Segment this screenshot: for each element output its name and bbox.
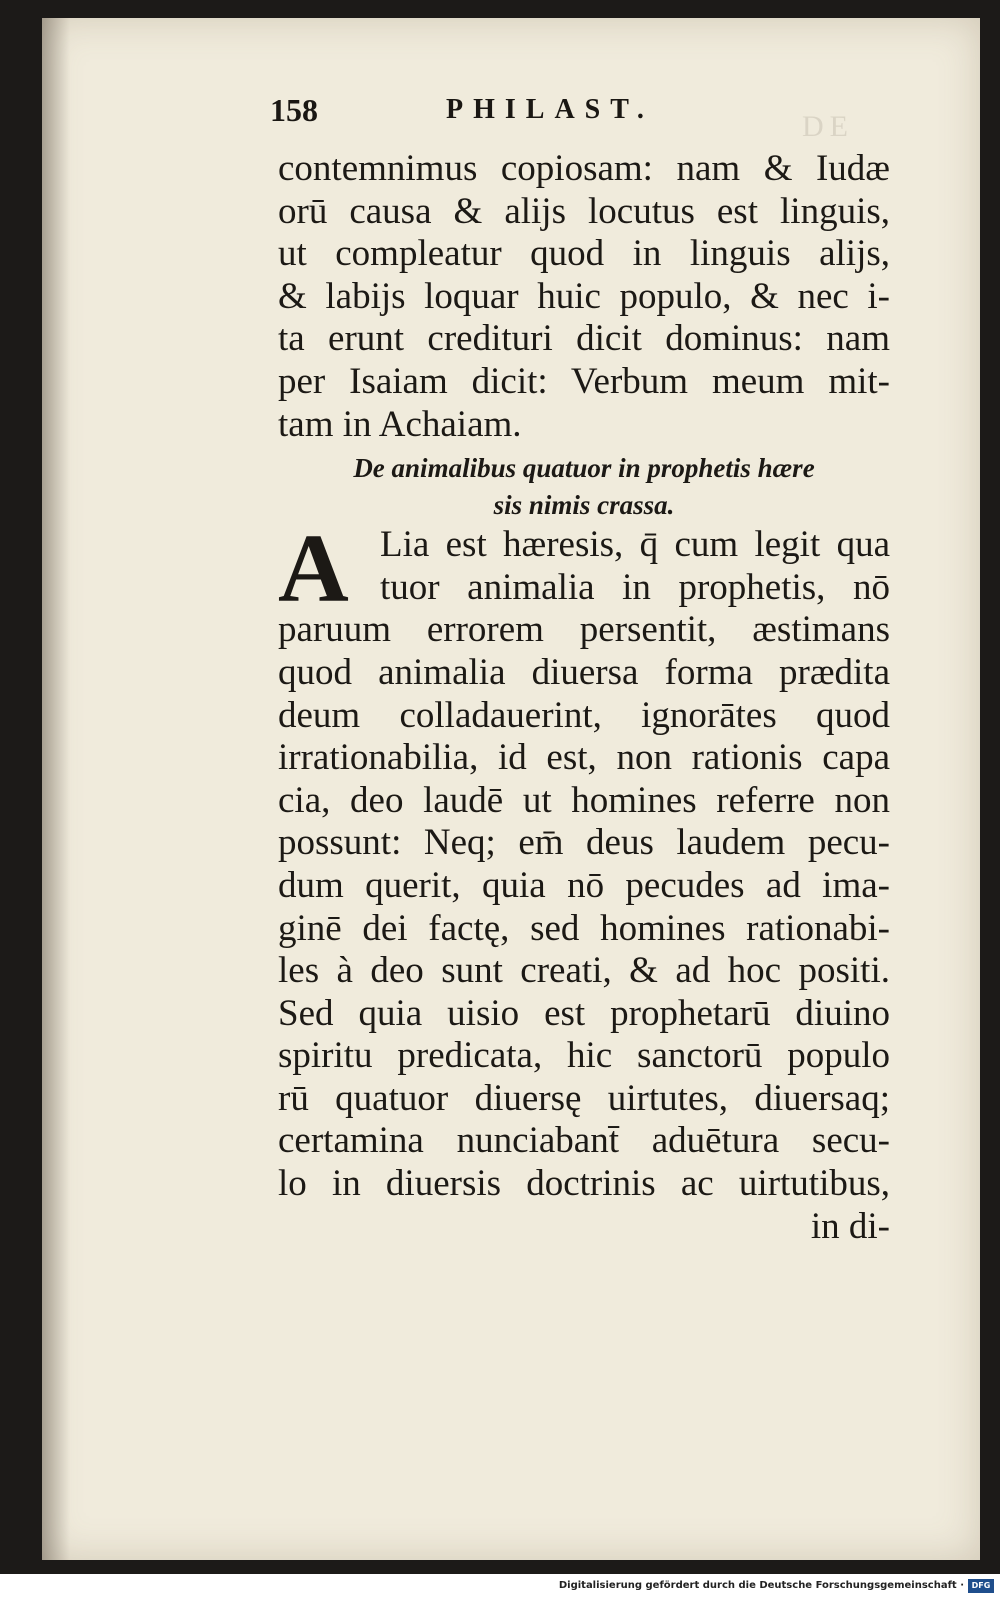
heading-line: sis nimis crassa. bbox=[493, 490, 675, 521]
text-line: contemnimus copiosam: nam & Iudæ bbox=[278, 148, 890, 189]
paragraph-1 bbox=[278, 148, 890, 446]
text-line: les à deo sunt creati, & ad hoc positi. bbox=[278, 950, 890, 992]
text-line: orū causa & alijs locutus est linguis, bbox=[278, 190, 890, 232]
page-header bbox=[270, 92, 890, 132]
text-line: Sed quia uisio est prophetarū diuino bbox=[278, 992, 890, 1034]
heading-line: De animalibus quatuor in prophetis hære bbox=[353, 453, 815, 484]
text-line: tam in Achaiam. bbox=[278, 403, 522, 445]
text-line: paruum errorem persentit, æstimans bbox=[278, 609, 890, 651]
text-line: quod animalia diuersa forma prædita bbox=[278, 651, 890, 693]
paragraph-2 bbox=[278, 515, 890, 1248]
dfg-logo: DFG bbox=[968, 1579, 994, 1593]
text-line: possunt: Neq; em̄ deus laudem pecu- bbox=[278, 822, 890, 864]
running-head: PHILAST. bbox=[446, 94, 654, 125]
footer-bar bbox=[0, 1574, 1000, 1600]
text-line: spiritu predicata, hic sanctorū populo bbox=[278, 1035, 890, 1077]
text-line: deum colladauerint, ignorātes quod bbox=[278, 694, 890, 736]
text-line: Lia est hæresis, q̄ cum legit qua bbox=[380, 524, 890, 566]
text-line: & labijs loquar huic populo, & nec i- bbox=[278, 275, 890, 317]
text-line: irrationabilia, id est, non rationis capa bbox=[278, 737, 890, 779]
drop-cap: A bbox=[278, 515, 349, 624]
text-line: rū quatuor diuersę uirtutes, diuersaq; bbox=[278, 1077, 890, 1119]
funding-notice: Digitalisierung gefördert durch die Deutsche Forschungsgemeinschaft · bbox=[558, 1580, 964, 1591]
text-line: ginē dei factę, sed homines rationabi- bbox=[278, 907, 890, 949]
text-line: lo in diuersis doctrinis ac uirtutibus, bbox=[278, 1163, 890, 1205]
text-line: ut compleatur quod in linguis alijs, bbox=[278, 233, 890, 275]
catchword: in di- bbox=[810, 1205, 890, 1247]
text-line: per Isaiam dicit: Verbum meum mit- bbox=[278, 360, 890, 402]
page-number: 158 bbox=[270, 92, 318, 128]
section-heading bbox=[278, 450, 890, 524]
text-line: dum querit, quia nō pecudes ad ima- bbox=[278, 864, 890, 906]
text-line: certamina nunciabant̄ aduētura secu- bbox=[278, 1120, 890, 1162]
text-line: cia, deo laudē ut homines referre non bbox=[278, 779, 890, 821]
spine-shadow bbox=[42, 18, 70, 1560]
text-line: ta erunt credituri dicit dominus: nam bbox=[278, 318, 890, 360]
show-through-text: DE bbox=[802, 110, 854, 143]
text-line: tuor animalia in prophetis, nō bbox=[380, 566, 890, 608]
text-block bbox=[278, 148, 890, 1248]
